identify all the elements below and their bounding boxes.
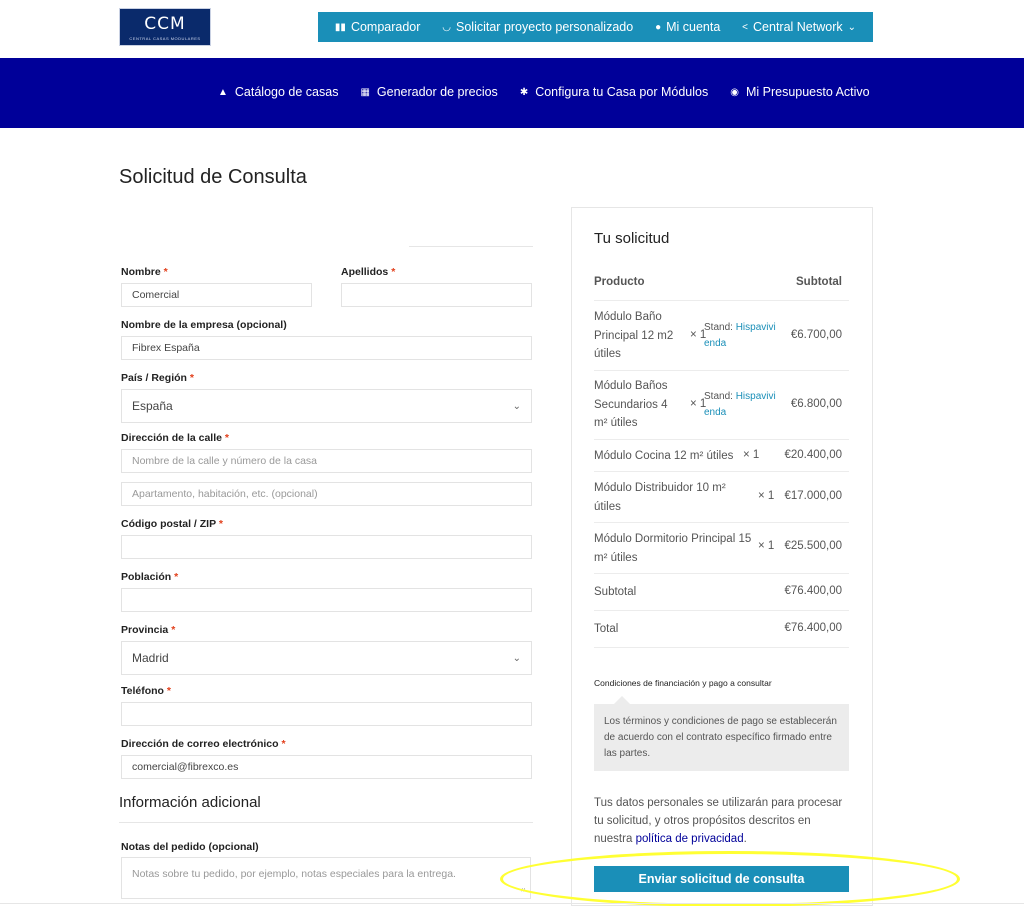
order-item-price: €25.500,00 bbox=[784, 540, 842, 552]
apellidos-label: Apellidos * bbox=[341, 266, 396, 278]
top-nav-mi-cuenta[interactable] bbox=[655, 20, 720, 34]
order-item-qty: × 1 bbox=[690, 329, 707, 341]
column-header-subtotal: Subtotal bbox=[796, 276, 842, 288]
logo-subtitle: CENTRAL CASAS MODULARES bbox=[129, 36, 201, 41]
page-title: Solicitud de Consulta bbox=[119, 166, 307, 188]
cubes-icon: ▲ bbox=[218, 86, 228, 98]
eye-icon: ◉ bbox=[730, 86, 739, 98]
nav-generador-precios[interactable] bbox=[360, 85, 497, 99]
nav-mi-presupuesto[interactable] bbox=[730, 85, 869, 99]
calle-field[interactable]: Nombre de la calle y número de la casa bbox=[121, 449, 532, 473]
order-item-qty: × 1 bbox=[758, 540, 775, 552]
divider bbox=[0, 903, 1024, 904]
top-nav-central-network[interactable] bbox=[742, 20, 856, 34]
order-item-name: Módulo Baños Secundarios 4 m² útiles bbox=[594, 380, 668, 429]
nav-label: Mi Presupuesto Activo bbox=[745, 85, 870, 99]
top-nav-solicitar-proyecto[interactable] bbox=[442, 20, 633, 34]
order-item-name: Módulo Cocina 12 m² útiles bbox=[594, 450, 734, 462]
nav-catalogo-casas[interactable] bbox=[218, 85, 338, 99]
bar-chart-icon: ▮▮ bbox=[334, 21, 346, 33]
resize-handle-icon[interactable]: 〃 bbox=[519, 886, 527, 895]
subtotal-label: Subtotal bbox=[594, 586, 637, 598]
order-item-name: Módulo Distribuidor 10 m² útiles bbox=[594, 482, 726, 513]
poblacion-label: Población * bbox=[121, 571, 179, 583]
pais-label: País / Región * bbox=[121, 372, 194, 384]
order-item-stand: Stand: Hispavivienda bbox=[704, 322, 776, 349]
apellidos-field[interactable] bbox=[341, 283, 532, 307]
submit-request-button[interactable]: Enviar solicitud de consulta bbox=[594, 866, 849, 892]
calle-label: Dirección de la calle * bbox=[121, 432, 229, 444]
chevron-down-icon: ⌄ bbox=[512, 400, 521, 412]
pais-select-value: España bbox=[132, 399, 173, 413]
divider bbox=[594, 370, 849, 371]
order-item-name: Módulo Baño Principal 12 m2 útiles bbox=[594, 311, 674, 360]
top-nav-label: Central Network bbox=[753, 20, 843, 34]
privacy-notice: Tus datos personales se utilizarán para procesar tu solicitud, y otros propósitos descritos en nuestra política de privacidad. bbox=[594, 797, 843, 845]
notes-placeholder: Notas sobre tu pedido, por ejemplo, notas especiales para la entrega. bbox=[132, 868, 456, 880]
divider bbox=[594, 522, 849, 523]
top-bar bbox=[0, 0, 1024, 58]
additional-info-title: Información adicional bbox=[119, 794, 261, 811]
order-item-price: €17.000,00 bbox=[784, 490, 842, 502]
divider bbox=[594, 471, 849, 472]
notes-textarea[interactable] bbox=[121, 857, 531, 899]
order-item-stand: Stand: Hispavivienda bbox=[704, 391, 776, 418]
smile-icon: ◡ bbox=[442, 21, 452, 33]
nombre-field[interactable]: Comercial bbox=[121, 283, 312, 307]
chevron-down-icon: ⌄ bbox=[512, 652, 521, 664]
total-label: Total bbox=[594, 623, 619, 635]
share-icon: < bbox=[742, 21, 749, 33]
nav-label: Catálogo de casas bbox=[234, 85, 339, 99]
order-item-name: Módulo Dormitorio Principal 15 m² útiles bbox=[594, 533, 752, 564]
payment-conditions-title: Condiciones de financiación y pago a consultar bbox=[594, 678, 772, 688]
apartamento-field[interactable]: Apartamento, habitación, etc. (opcional) bbox=[121, 482, 532, 506]
provincia-select[interactable] bbox=[121, 641, 532, 675]
top-nav-label: Comparador bbox=[350, 20, 421, 34]
email-field[interactable]: comercial@fibrexco.es bbox=[121, 755, 532, 779]
poblacion-field[interactable] bbox=[121, 588, 532, 612]
top-nav-comparador[interactable] bbox=[335, 20, 421, 34]
calculator-icon: ▦ bbox=[360, 86, 370, 98]
top-nav-label: Mi cuenta bbox=[666, 20, 721, 34]
divider bbox=[119, 822, 533, 823]
subtotal-value: €76.400,00 bbox=[784, 585, 842, 597]
order-item-price: €6.800,00 bbox=[790, 398, 842, 410]
order-summary-title: Tu solicitud bbox=[594, 230, 670, 247]
divider bbox=[594, 573, 849, 574]
site-logo[interactable] bbox=[119, 8, 211, 46]
nav-label: Configura tu Casa por Módulos bbox=[535, 85, 709, 99]
payment-conditions-box: Los términos y condiciones de pago se establecerán de acuerdo con el contrato específico firmado entre las partes. bbox=[594, 704, 849, 771]
provincia-select-value: Madrid bbox=[132, 651, 169, 665]
divider bbox=[594, 610, 849, 611]
email-label: Dirección de correo electrónico * bbox=[121, 738, 286, 750]
nav-label: Generador de precios bbox=[376, 85, 498, 99]
empresa-field[interactable]: Fibrex España bbox=[121, 336, 532, 360]
main-nav bbox=[218, 85, 870, 99]
notes-label: Notas del pedido (opcional) bbox=[121, 841, 259, 853]
empresa-label: Nombre de la empresa (opcional) bbox=[121, 319, 287, 331]
gear-icon: ✱ bbox=[519, 86, 529, 98]
chevron-down-icon: ⌄ bbox=[847, 21, 857, 33]
provincia-label: Provincia * bbox=[121, 624, 176, 636]
nombre-label: Nombre * bbox=[121, 266, 168, 278]
telefono-field[interactable] bbox=[121, 702, 532, 726]
privacy-policy-link[interactable]: política de privacidad bbox=[635, 833, 744, 845]
column-header-product: Producto bbox=[594, 276, 645, 288]
divider bbox=[409, 246, 533, 247]
top-nav-label: Solicitar proyecto personalizado bbox=[456, 20, 634, 34]
main-nav-band bbox=[0, 58, 1024, 128]
order-item-price: €20.400,00 bbox=[784, 449, 842, 461]
order-item-qty: × 1 bbox=[758, 490, 775, 502]
cp-label: Código postal / ZIP * bbox=[121, 518, 223, 530]
pais-select[interactable] bbox=[121, 389, 532, 423]
order-item-price: €6.700,00 bbox=[790, 329, 842, 341]
order-item-qty: × 1 bbox=[743, 449, 760, 461]
divider bbox=[594, 300, 849, 301]
order-item-qty: × 1 bbox=[690, 398, 707, 410]
total-value: €76.400,00 bbox=[784, 622, 842, 634]
nav-configura-casa[interactable] bbox=[520, 85, 708, 99]
logo-text: CCM bbox=[144, 14, 186, 34]
user-icon: ● bbox=[655, 21, 662, 33]
divider bbox=[594, 439, 849, 440]
divider bbox=[594, 647, 849, 648]
telefono-label: Teléfono * bbox=[121, 685, 171, 697]
cp-field[interactable] bbox=[121, 535, 532, 559]
top-nav bbox=[318, 12, 873, 42]
